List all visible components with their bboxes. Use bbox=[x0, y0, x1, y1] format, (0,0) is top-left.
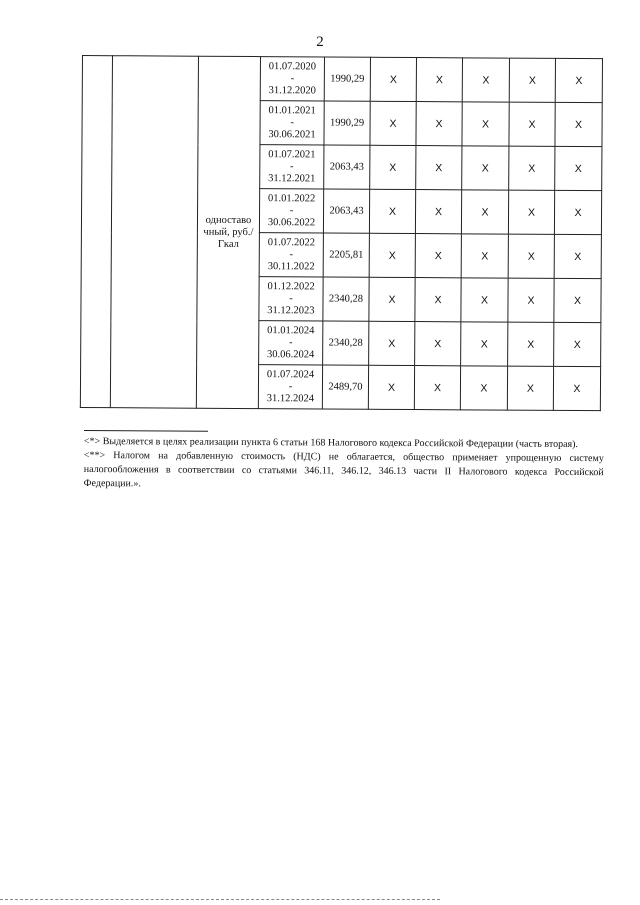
period-end: 30.06.2022 bbox=[267, 216, 316, 228]
x-mark-cell: X bbox=[555, 102, 602, 146]
footnote-separator bbox=[84, 430, 208, 432]
period-end: 31.12.2021 bbox=[268, 172, 316, 184]
period-start: 01.07.2024 bbox=[266, 368, 315, 380]
x-mark-cell: X bbox=[462, 102, 509, 146]
x-mark-cell: X bbox=[369, 233, 415, 277]
x-mark-cell: X bbox=[508, 190, 554, 234]
x-mark-cell: X bbox=[508, 322, 554, 366]
dash: - bbox=[290, 72, 295, 84]
x-mark-cell: X bbox=[554, 234, 601, 278]
period-cell bbox=[260, 145, 324, 189]
tariff-unit-cell: одноставо чный, руб./Гкал bbox=[196, 56, 260, 408]
period-end: 31.12.2023 bbox=[267, 304, 315, 316]
tariff-table-body bbox=[80, 56, 602, 411]
empty-name-cell bbox=[110, 56, 198, 409]
x-mark-cell: X bbox=[507, 366, 553, 410]
x-mark-cell: X bbox=[416, 58, 462, 102]
dash: - bbox=[289, 292, 293, 304]
x-mark-cell: X bbox=[370, 145, 416, 189]
x-mark-cell: X bbox=[416, 102, 462, 146]
tariff-value-cell: 2340,28 bbox=[323, 321, 369, 365]
x-mark-cell: X bbox=[368, 365, 414, 409]
tariff-value-cell: 2063,43 bbox=[323, 189, 369, 233]
period-cell bbox=[260, 101, 324, 145]
period-cell bbox=[259, 321, 323, 365]
x-mark-cell: X bbox=[370, 57, 416, 101]
x-mark-cell: X bbox=[555, 146, 602, 190]
tariff-value-cell: 1990,29 bbox=[324, 57, 370, 101]
x-mark-cell: X bbox=[462, 146, 509, 190]
period-cell bbox=[259, 233, 323, 277]
period-start: 01.12.2022 bbox=[267, 280, 315, 292]
dash: - bbox=[288, 336, 293, 348]
dash: - bbox=[289, 204, 294, 216]
x-mark-cell: X bbox=[369, 321, 415, 365]
period-start: 01.01.2022 bbox=[267, 192, 316, 204]
x-mark-cell: X bbox=[462, 58, 509, 102]
x-mark-cell: X bbox=[554, 190, 601, 234]
period-end: 30.06.2021 bbox=[268, 128, 316, 140]
dash: - bbox=[289, 248, 294, 260]
period-start: 01.07.2021 bbox=[268, 148, 316, 160]
x-mark-cell: X bbox=[416, 146, 462, 190]
x-mark-cell: X bbox=[415, 322, 461, 366]
period-end: 31.12.2024 bbox=[266, 392, 315, 404]
footnote-vat-exemption: <**> Налогом на добавленную стоимость (НДС) не облагается, общество применяет упрощенную систему налогообложения в соответствии со статьями 346.11, 346.12, 346.13 части II Налогового кодекса Российской Федерации.». bbox=[83, 449, 604, 490]
x-mark-cell: X bbox=[369, 277, 415, 321]
x-mark-cell: X bbox=[414, 366, 460, 410]
dash: - bbox=[288, 380, 293, 392]
table-row bbox=[82, 56, 602, 103]
period-cell bbox=[260, 57, 324, 101]
x-mark-cell: X bbox=[461, 278, 508, 322]
tariff-value-cell: 2340,28 bbox=[323, 277, 369, 321]
x-mark-cell: X bbox=[415, 190, 461, 234]
tariff-value-cell: 2063,43 bbox=[324, 145, 370, 189]
x-mark-cell: X bbox=[508, 278, 554, 322]
period-start: 01.07.2020 bbox=[268, 60, 317, 72]
period-end: 30.11.2022 bbox=[267, 260, 315, 272]
period-cell bbox=[258, 365, 322, 409]
x-mark-cell: X bbox=[509, 146, 555, 190]
period-start: 01.01.2021 bbox=[268, 104, 316, 116]
x-mark-cell: X bbox=[508, 234, 554, 278]
x-mark-cell: X bbox=[461, 190, 508, 234]
x-mark-cell: X bbox=[415, 278, 461, 322]
period-start: 01.01.2024 bbox=[267, 324, 315, 336]
dash: - bbox=[290, 160, 294, 172]
x-mark-cell: X bbox=[461, 322, 508, 366]
tariff-value-cell: 2489,70 bbox=[322, 365, 368, 409]
x-mark-cell: X bbox=[555, 58, 602, 102]
period-end: 30.06.2024 bbox=[267, 348, 315, 360]
x-mark-cell: X bbox=[509, 58, 555, 102]
x-mark-cell: X bbox=[553, 366, 600, 410]
scan-edge-line bbox=[0, 899, 440, 901]
period-start: 01.07.2022 bbox=[267, 236, 316, 248]
empty-number-cell bbox=[80, 56, 112, 408]
x-mark-cell: X bbox=[415, 234, 461, 278]
dash: - bbox=[290, 116, 294, 128]
period-cell bbox=[259, 277, 323, 321]
period-end: 31.12.2020 bbox=[268, 84, 316, 96]
x-mark-cell: X bbox=[509, 102, 555, 146]
x-mark-cell: X bbox=[554, 322, 601, 366]
tariff-value-cell: 2205,81 bbox=[323, 233, 369, 277]
tariff-table bbox=[80, 55, 603, 411]
x-mark-cell: X bbox=[460, 366, 507, 410]
x-mark-cell: X bbox=[554, 278, 601, 322]
x-mark-cell: X bbox=[461, 234, 508, 278]
x-mark-cell: X bbox=[369, 189, 415, 233]
tariff-value-cell: 1990,29 bbox=[324, 101, 370, 145]
footnotes bbox=[84, 430, 604, 494]
footnote-vat-allocation: <*> Выделяется в целях реализации пункта 6 статьи 168 Налогового кодекса Российской Федерации (часть вторая). bbox=[83, 435, 578, 451]
period-cell bbox=[259, 189, 323, 233]
x-mark-cell: X bbox=[370, 101, 416, 145]
page-number: 2 bbox=[316, 34, 324, 50]
